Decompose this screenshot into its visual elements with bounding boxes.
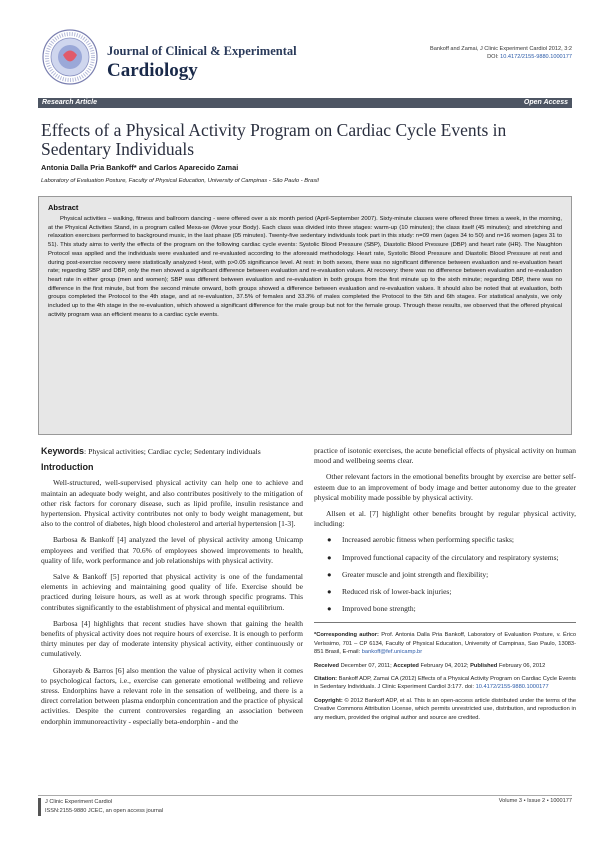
article-type-label: Research Article [42, 99, 97, 106]
bullet-icon: ● [327, 552, 332, 562]
left-column [41, 446, 303, 733]
list-item-text: Greater muscle and joint strength and flexibility; [342, 569, 489, 579]
published-label: Published [470, 662, 498, 669]
open-access-label: Open Access [523, 99, 568, 106]
abstract-heading: Abstract [48, 203, 79, 212]
article-title: Effects of a Physical Activity Program on Cardiac Cycle Events in Sedentary Individuals [41, 120, 507, 159]
doi-link[interactable]: 10.4172/2155-9880.1000177 [500, 54, 572, 60]
abstract-text: Physical activities – walking, fitness and ballroom dancing - were offered over a six month period (April-September 2007). Sixty-minute classes were offered three times a week, in the morning, at the Physical Activities Stand, in a program called Mexa-se (Move your Body). Each class was divided into three stages: warm-up (10 minutes); the class itself (45 minutes); and stretching and relaxation exercises performed to background music, in the last phase (05 minutes). Twenty-five sedentary individuals took part in this study: n=09 men (ages 34 to 50) and n=16 women (ages 31 to 51). This study aims to verify the effects of the program on the following cardiac cycle events: Systolic Blood Pressure (SBP), Diastolic Blood Pressure (DBP) and heart rate (HR). The Naughton Protocol was applied and the individuals were evaluated and re-evaluated according to the aforesaid methodology. Heart rate, Systolic Blood Pressure and Diastolic Blood Pressure at rest and during post-exercise recovery were statistically analyzed t-test, with p>0.05 significance level. At rest: in both sexes, there was no significant difference between evaluation and re-evaluation heart rate; regarding SBP and DBP, only the men showed a significant difference between evaluation and re-evaluation values. At recovery: there was no difference between evaluation and re-evaluation heart rate in either group (men and women); SBP was different between evaluation and re-evaluation in both groups from the first minute up to the sixth minute; regarding DBP, there was no difference in the first minute, but from the second minute onward, both groups showed a difference between evaluation and re-evaluation values. It should also be noted that at evaluation, both groups completed the Protocol to the 4th stage, and at re-evaluation, 37.5% of females and 33.3% of males completed the Protocol to the 5th and 6th stages. For statistical analysis, we only included up to the 4th stage in the re-evaluation, which showed a significant difference for the male group but not for the female group. Through these results, we observed that the offered physical activity program was an efficient means to a cardiac cycle events. [48, 216, 562, 318]
accepted-label: Accepted [393, 662, 419, 669]
citation-line: Bankoff and Zamai, J Clinic Experiment Cardiol 2012, 3:2 [430, 46, 572, 52]
bullet-icon: ● [327, 587, 332, 597]
list-item [314, 587, 576, 597]
received-label: Received [314, 662, 339, 669]
list-item [314, 535, 576, 545]
authors: Antonia Dalla Pria Bankoff* and Carlos Aparecido Zamai [41, 163, 239, 172]
article-type-band [38, 98, 572, 108]
intro-paragraph: Barbosa [4] highlights that recent studies have shown that gaining the health benefits of physical activity does not require hours of exercise. It is enough to perform thirty minutes per day of moderate intensity physical activity, either continuously or cumulatively. [41, 618, 303, 659]
journal-subtitle: Cardiology [107, 60, 198, 81]
accepted-date: February 04, 2012; [418, 662, 471, 669]
keywords-label: Keywords [41, 446, 85, 456]
corresponding-author [314, 631, 576, 656]
email-link[interactable]: bankoff@fef.unicamp.br [361, 649, 423, 656]
list-item-text: Reduced risk of lower-back injuries; [342, 587, 452, 597]
dates [314, 662, 576, 670]
list-item [314, 570, 576, 580]
copyright-text: © 2012 Bankoff ADP, et al. This is an open-access article distributed under the terms of the Creative Commons Attribution License, which permits unrestricted use, distribution, and reproduction in any medium, provided the original author and source are credited. [314, 697, 576, 721]
corr-label: *Corresponding author: [314, 632, 379, 639]
intro-paragraph: Barbosa & Bankoff [4] analyzed the level of physical activity among Unicamp employees and verified that 70.6% of employees showed improvements to health, quality of life, work performance and job relationships with physical activity. [41, 535, 303, 565]
keywords [41, 446, 303, 457]
list-item-text: Increased aerobic fitness when performing specific tasks; [342, 535, 515, 545]
keywords-text: : Physical activities; Cardiac cycle; Sedentary individuals [84, 447, 261, 456]
doi-label: DOI: [487, 54, 501, 60]
corr-text: Prof. Antonia Dalla Pria Bankoff, Laboratory of Evaluation Posture, v. Érico Veríssimo, 701 – CP 6134, Faculty of Physical Education, University of Campinas, Sao Paulo, 13083-851 Brasil, E-mail: [314, 632, 577, 656]
bullet-icon: ● [327, 569, 332, 579]
footer-left [45, 798, 163, 816]
copyright-note [314, 697, 576, 722]
bullet-icon: ● [327, 535, 332, 545]
footer-rule [38, 795, 572, 796]
copyright-label: Copyright: [314, 697, 343, 704]
benefits-list [314, 535, 576, 614]
intro-paragraph: Well-structured, well-supervised physical activity can help one to achieve and maintain an adequate body weight, and also contributes positively to the mitigation of other risk factors for coronary disease, such as lipid profile, insulin resistance and hypertension. Physical activity contributes not only to body weight management, but also to the control of diabetes, high blood cholesterol and arterial hypertension [1-3]. [41, 478, 303, 529]
doi-line [430, 53, 572, 61]
right-column [314, 446, 576, 727]
body-paragraph: Other relevant factors in the emotional benefits brought by exercise are better self-esteem due to an improvement of body image and better autonomy due to the greater physical mobility made possible by physical activity. [314, 472, 576, 502]
received-date: December 07, 2011; [338, 662, 394, 669]
journal-name: Journal of Clinical & Experimental [107, 44, 297, 58]
list-item [314, 604, 576, 614]
header-citation [430, 45, 572, 61]
list-item [314, 553, 576, 563]
affiliation: Laboratory of Evaluation Posture, Faculty of Physical Education, University of Campinas - São Paulo - Brasil [41, 178, 319, 184]
intro-heading: Introduction [41, 462, 94, 473]
list-item-text: Improved functional capacity of the circulatory and respiratory systems; [342, 552, 559, 562]
journal-logo [41, 28, 99, 86]
bullet-icon: ● [327, 604, 332, 614]
body-paragraph: Allsen et al. [7] highlight other benefits brought by regular physical activity, including: [314, 509, 576, 529]
citation-note [314, 675, 576, 692]
footer-marker [38, 798, 41, 816]
footer-issn: ISSN:2155-9880 JCEC, an open access journal [45, 808, 164, 814]
list-item-text: Improved bone strength; [342, 604, 416, 614]
citation-label: Citation: [314, 676, 338, 683]
published-date: February 06, 2012 [497, 662, 546, 669]
intro-paragraph: Salve & Bankoff [5] reported that physical activity is one of the fundamental elements in achieving and maintaining good quality of life. Exercise should be practiced during leisure hours, as well as at work through specific programs. This contributes significantly to the establishment of physical and mental equilibrium. [41, 572, 303, 612]
citation-text: Bankoff ADP, Zamai CA (2012) Effects of a Physical Activity Program on Cardiac Cycle Events in Sedentary Individuals. J Clinic Experiment Cardiol 3:177. doi: [314, 676, 576, 691]
abstract-box [38, 196, 572, 435]
article-notes [314, 622, 576, 722]
citation-doi-link[interactable]: 10.4172/2155-9880.1000177 [475, 684, 549, 691]
intro-paragraph: Ghorayeb & Barros [6] also mention the value of physical activity when it comes to psychological factors, i.e., exercise can generate emotional wellbeing and relieve stress. Endorphins have a relevant role in the sensation of wellbeing, and there is a direct correlation between plasma endorphin concentration and the practice of physical activities. Despite the current controversies regarding an association between endorphin immunoreactivity - especially beta-endorphin - and the [41, 665, 303, 726]
body-paragraph: practice of isotonic exercises, the acute beneficial effects of physical activity on human mood and wellbeing seems clear. [314, 446, 576, 466]
footer-journal: J Clinic Experiment Cardiol [45, 799, 113, 805]
footer-volume: Volume 3 • Issue 2 • 1000177 [498, 798, 572, 804]
